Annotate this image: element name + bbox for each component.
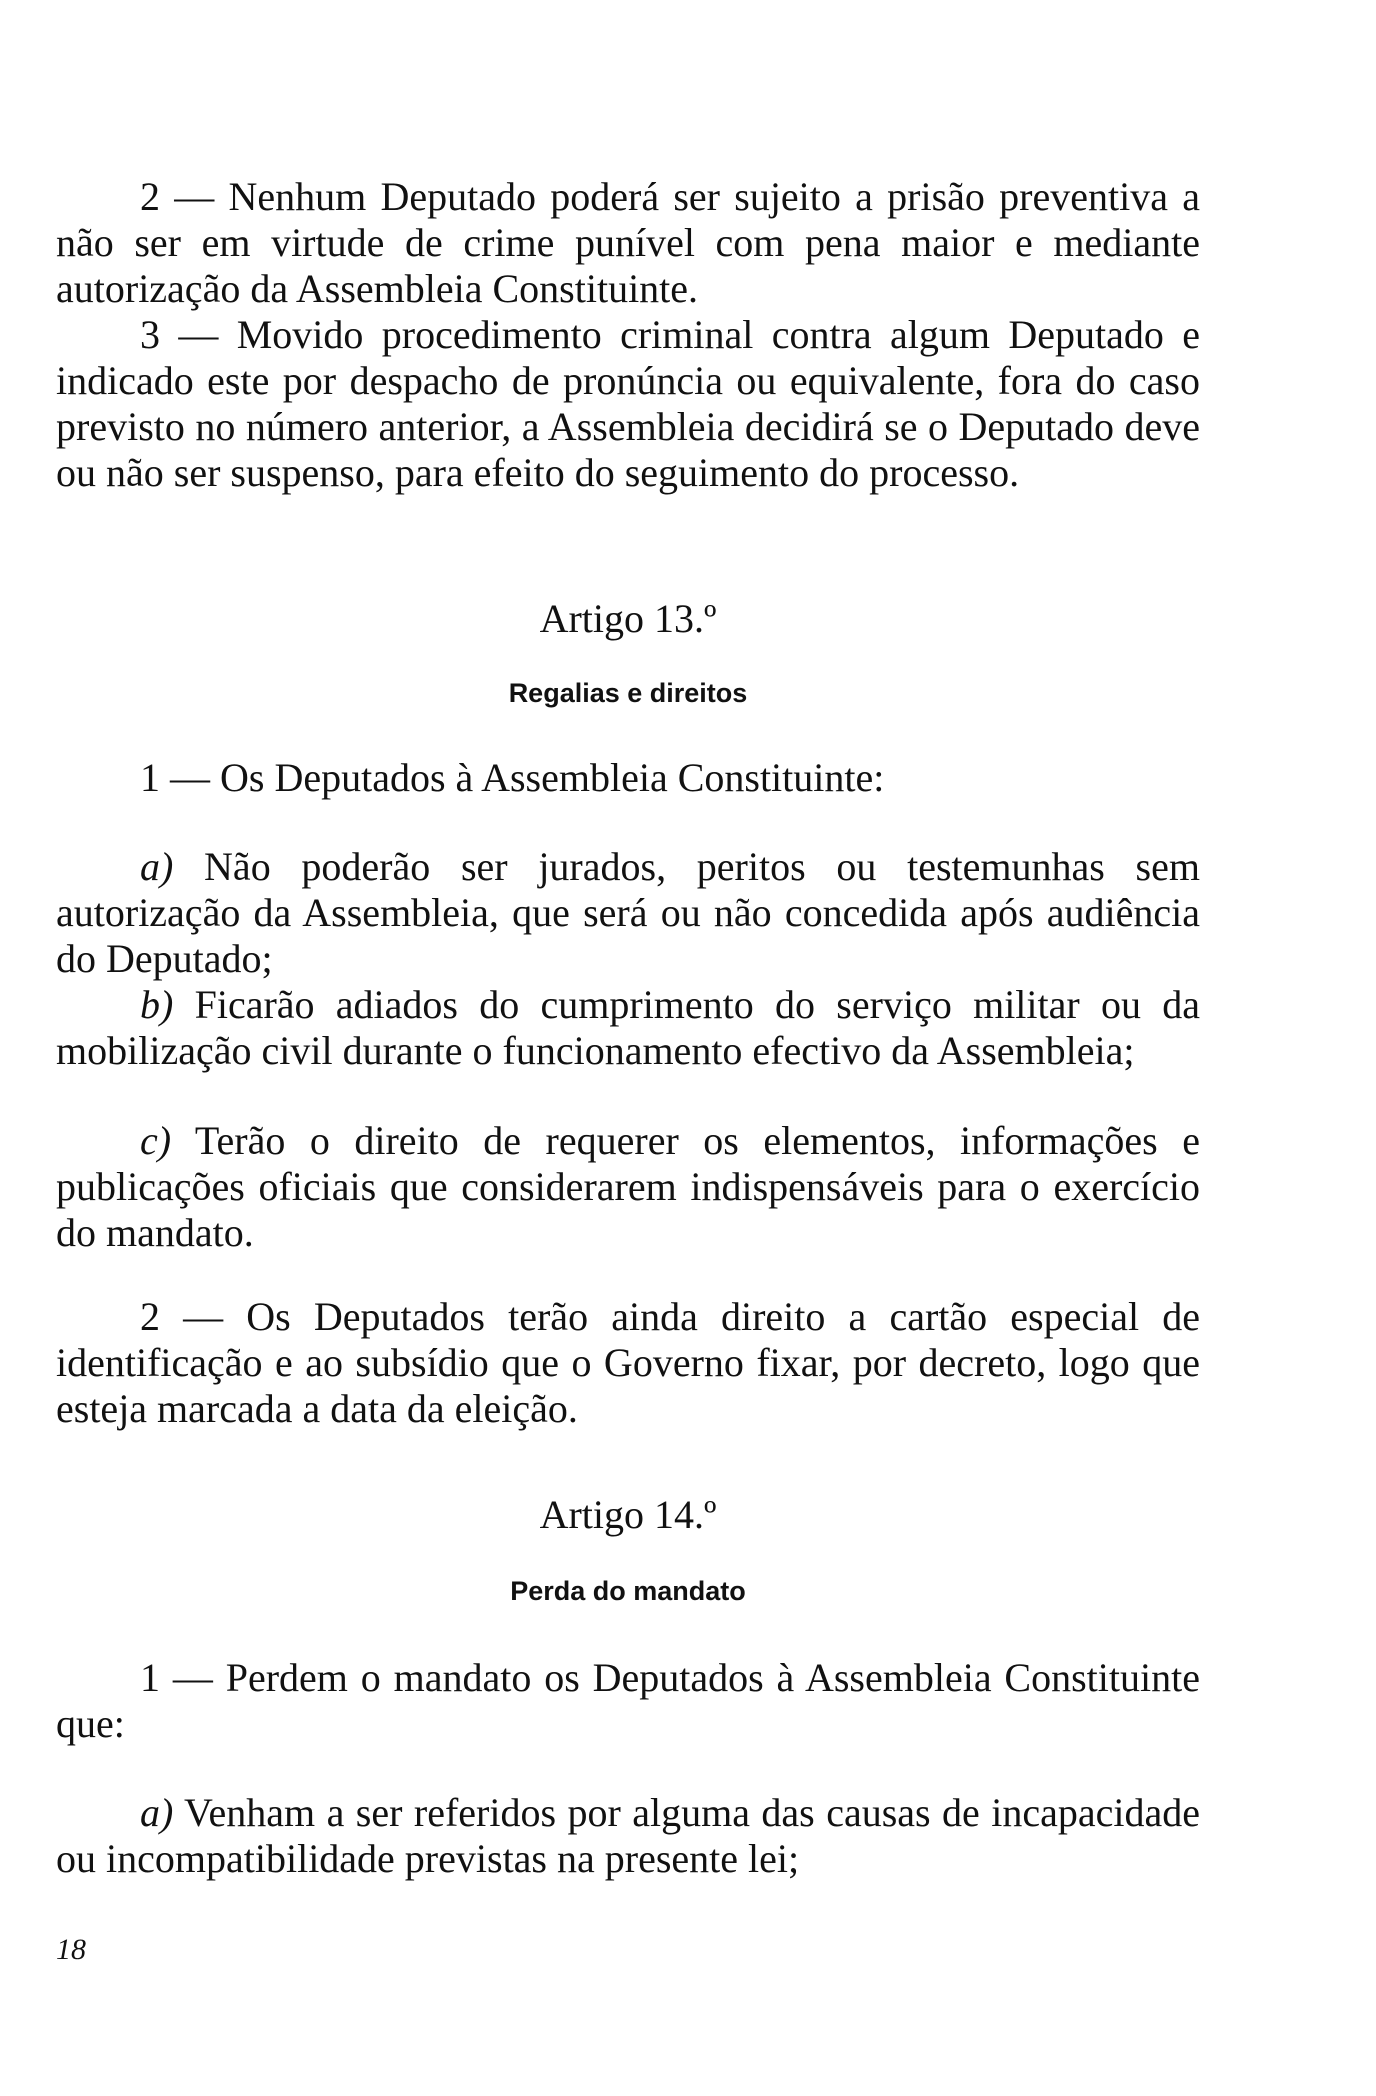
article-13-title: Artigo 13.º <box>539 596 717 641</box>
paragraph-2-preventive-detention: 2 — Nenhum Deputado poderá ser sujeito a prisão preventiva a não ser em virtude de crime punível com pena maior e mediante autorização da Assembleia Constituinte. <box>56 174 1200 311</box>
article-14-subtitle: Perda do mandato <box>510 1576 746 1606</box>
article-13-item-c <box>56 1118 1200 1256</box>
document-page <box>56 0 1200 2096</box>
article-14-intro: 1 — Perdem o mandato os Deputados à Assembleia Constituinte que: <box>56 1655 1200 1746</box>
item-letter: a) <box>140 844 174 889</box>
article-14-item-a <box>56 1790 1200 1882</box>
item-letter: c) <box>140 1118 172 1163</box>
article-13-item-b <box>56 982 1200 1074</box>
item-letter: b) <box>140 982 174 1027</box>
article-13-subtitle: Regalias e direitos <box>508 678 748 708</box>
paragraph-3-criminal-proceedings: 3 — Movido procedimento criminal contra algum Deputado e indicado este por despacho de pronúncia ou equivalente, fora do caso previsto no número anterior, a Assembleia decidirá se o Deputado deve ou não ser suspenso, para efeito do seguimento do processo. <box>56 312 1200 495</box>
article-13-intro: 1 — Os Deputados à Assembleia Constituinte: <box>140 755 885 800</box>
article-13-item-a <box>56 844 1200 982</box>
item-text: Terão o direito de requerer os elementos, informações e publicações oficiais que considerarem indispensáveis para o exercício do mandato. <box>56 1118 1200 1255</box>
article-14-title: Artigo 14.º <box>539 1492 717 1537</box>
item-text: Venham a ser referidos por alguma das causas de incapacidade ou incompatibilidade previstas na presente lei; <box>56 1790 1200 1881</box>
item-text: Ficarão adiados do cumprimento do serviço militar ou da mobilização civil durante o funcionamento efectivo da Assembleia; <box>56 982 1200 1073</box>
item-text: Não poderão ser jurados, peritos ou testemunhas sem autorização da Assembleia, que será ou não concedida após audiência do Deputado; <box>56 844 1200 981</box>
page-number: 18 <box>56 1933 86 1966</box>
item-letter: a) <box>140 1790 174 1835</box>
article-13-paragraph-2: 2 — Os Deputados terão ainda direito a cartão especial de identificação e ao subsídio que o Governo fixar, por decreto, logo que esteja marcada a data da eleição. <box>56 1294 1200 1431</box>
